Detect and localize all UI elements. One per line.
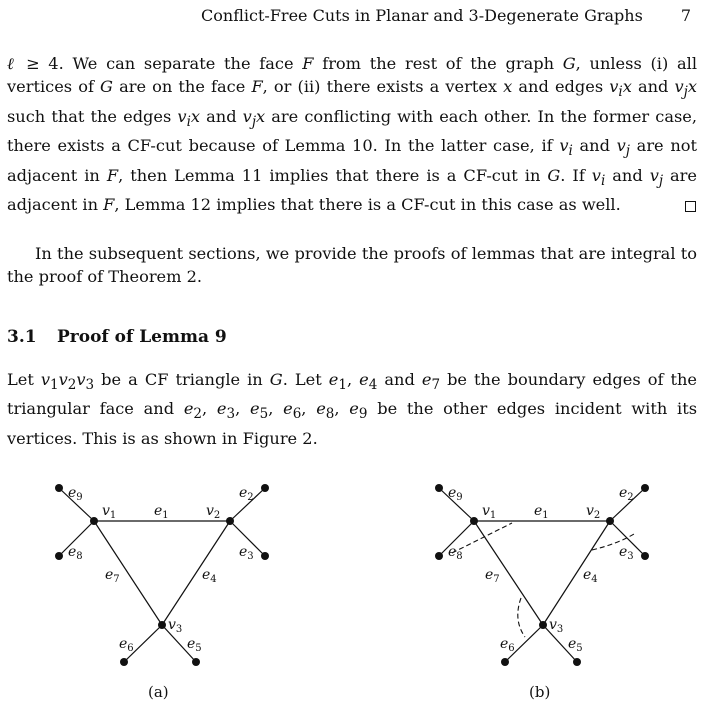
edge-label-e3: $e_3$ [239, 544, 254, 562]
figure-2a-labels [68, 485, 254, 701]
svg-text:e6: $e_6$ [500, 636, 515, 654]
endpoint-e6 [120, 658, 128, 666]
section-number: 3.1 [7, 327, 37, 347]
section-heading [7, 327, 227, 347]
vertex-v2 [226, 517, 234, 525]
svg-text:v3: $v_3$ [549, 617, 564, 635]
endpoint-e3 [261, 552, 269, 560]
page-number: 7 [680, 6, 691, 25]
svg-text:e3: $e_3$ [619, 544, 634, 562]
conflict-arc-v1 [452, 523, 512, 553]
svg-text:v2: $v_2$ [206, 503, 221, 521]
edge-label-e2: $e_2$ [239, 485, 254, 503]
running-header [201, 6, 691, 25]
vertex-v1-b [470, 517, 478, 525]
caption-a: (a) [148, 683, 169, 701]
svg-text:e8: $e_8$ [448, 544, 463, 562]
edge-label-e4: $e_4$ [202, 567, 217, 585]
svg-text:e7: $e_7$ [485, 567, 500, 585]
svg-text:v1: $v_1$ [102, 503, 117, 521]
edge-label-e9: $e_9$ [68, 485, 83, 503]
vertex-v1 [90, 517, 98, 525]
caption-b: (b) [529, 683, 551, 701]
conflict-arcs [452, 523, 634, 637]
svg-text:e5: $e_5$ [568, 636, 583, 654]
vertex-v2-b [606, 517, 614, 525]
paragraph-proof-end: ℓ ≥ 4. We can separate the face F from the rest of the graph G, unless (i) all vertices of G are on the face F, or (ii) there exists a vertex x and edges $v_ix$ and $v_jx$ such that the edges $v_ix$ and $v_jx$ are conflicting with each other. In the former case, there exists a CF-cut because of Lemma 10. In the latter case, if $v_i$ and $v_j$ are not adjacent in F, then Lemma 11 implies that there is a CF-cut in G. If $v_i$ and $v_j$ are adjacent in F, Lemma 12 implies that there is a CF-cut in this case as well. [7, 54, 698, 214]
endpoint-e2 [261, 484, 269, 492]
figure-2 [0, 470, 705, 708]
edge-label-e7: $e_7$ [105, 567, 120, 585]
conflict-arc-v2 [592, 534, 634, 550]
endpoint-e9-b [435, 484, 443, 492]
svg-text:v2: $v_2$ [586, 503, 601, 521]
paragraph-cf-triangle: Let $v_1v_2v_3$ be a CF triangle in G. Let $e_1$, $e_4$ and $e_7$ be the boundary edges of the triangular face and $e_2$, $e_3$, $e_5$, $e_6$, $e_8$, $e_9$ be the other edges incident with its vertices. This is as shown in Figure 2. [7, 370, 698, 448]
vertex-v3 [158, 621, 166, 629]
paragraph-subsequent-sections: In the subsequent sections, we provide the proofs of lemmas that are integral to the proof of Theorem 2. [7, 244, 697, 287]
svg-text:e4: $e_4$ [583, 567, 598, 585]
running-title: Conflict-Free Cuts in Planar and 3-Degenerate Graphs [201, 6, 643, 25]
svg-text:v1: $v_1$ [482, 503, 497, 521]
endpoint-e9 [55, 484, 63, 492]
figure-2b-labels [448, 485, 634, 701]
edge-label-e5: $e_5$ [187, 636, 202, 654]
endpoint-e5-b [573, 658, 581, 666]
section-title: Proof of Lemma 9 [57, 327, 227, 347]
endpoint-e2-b [641, 484, 649, 492]
svg-text:e1: $e_1$ [534, 503, 549, 521]
edge-label-e6: $e_6$ [119, 636, 134, 654]
edge-label-e1: $e_1$ [154, 503, 169, 521]
endpoint-e3-b [641, 552, 649, 560]
qed-symbol [685, 201, 696, 212]
edge-label-e8: $e_8$ [68, 544, 83, 562]
svg-text:e2: $e_2$ [619, 485, 634, 503]
endpoint-e6-b [501, 658, 509, 666]
endpoint-e5 [192, 658, 200, 666]
endpoint-e8-b [435, 552, 443, 560]
svg-text:e9: $e_9$ [448, 485, 463, 503]
conflict-arc-v3 [518, 598, 525, 637]
svg-text:v3: $v_3$ [168, 617, 183, 635]
vertex-v3-b [539, 621, 547, 629]
endpoint-e8 [55, 552, 63, 560]
